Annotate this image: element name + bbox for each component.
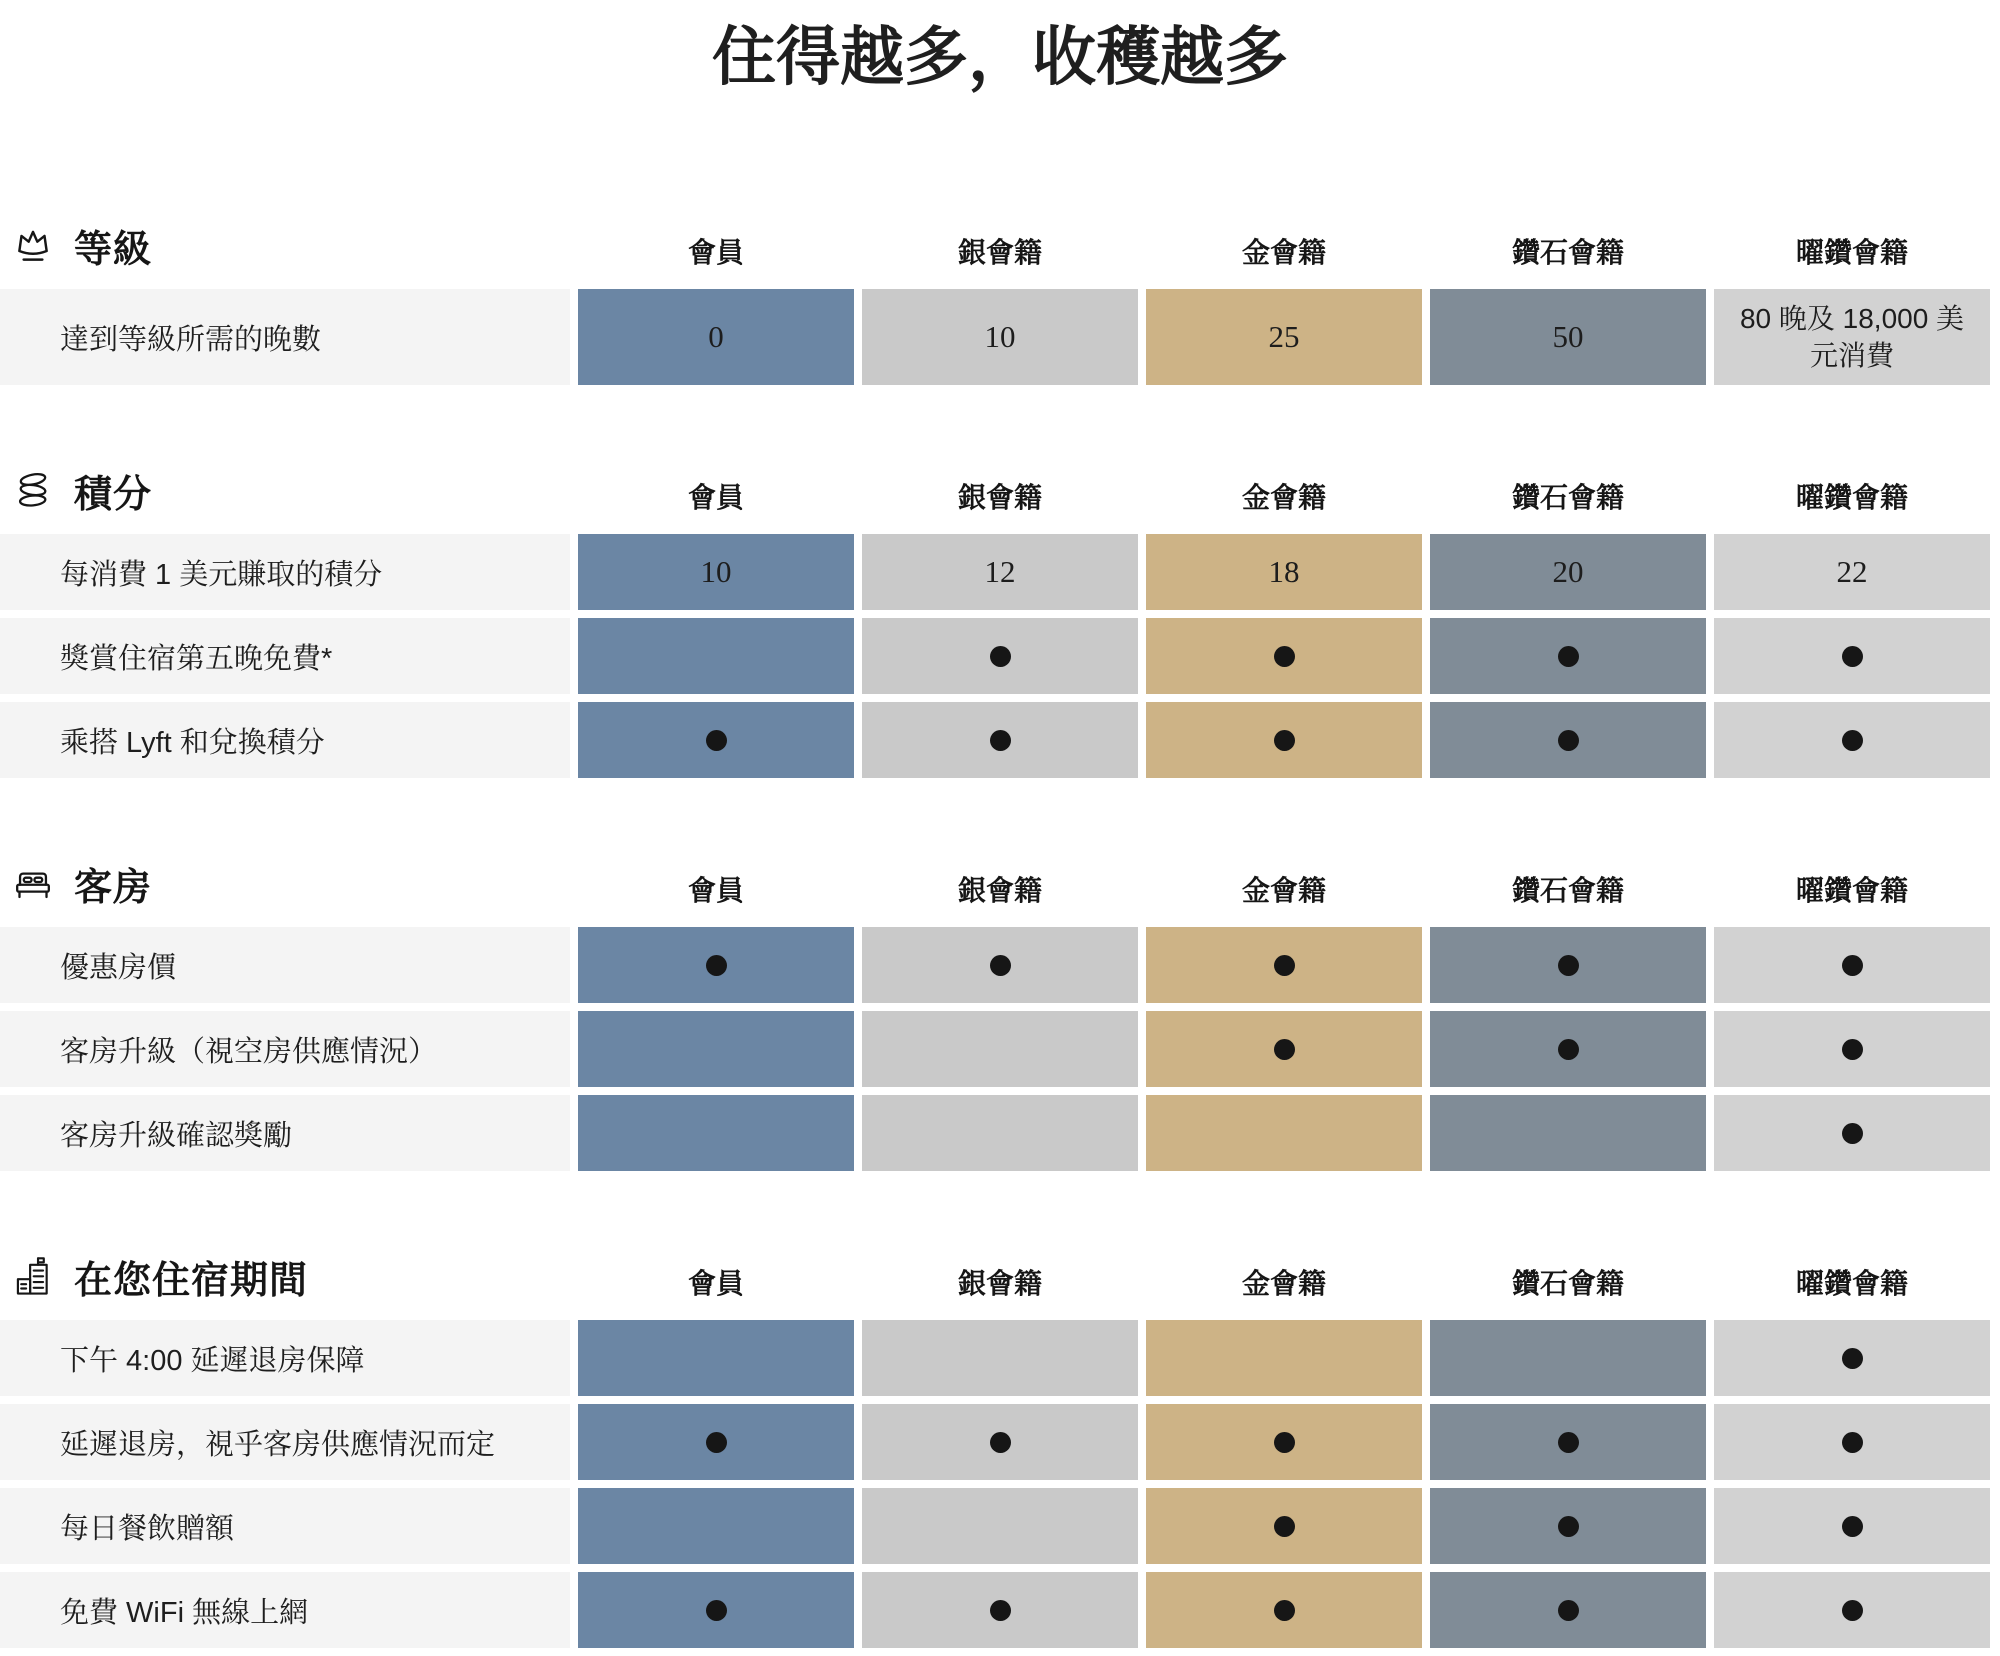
benefit-dot-icon	[1558, 1516, 1579, 1537]
table-row	[0, 1011, 2000, 1087]
value-cell	[1146, 289, 1422, 385]
benefit-dot-icon	[990, 955, 1011, 976]
section-rooms	[0, 856, 2000, 1171]
row-label: 每消費 1 美元賺取的積分	[0, 534, 570, 610]
row-label: 獎賞住宿第五晚免費*	[0, 618, 570, 694]
value-cell	[578, 1572, 854, 1648]
row-label: 優惠房價	[0, 927, 570, 1003]
tier-header-silver: 銀會籍	[957, 1268, 1042, 1300]
benefit-dot-icon	[990, 1432, 1011, 1453]
value-cell	[1430, 1404, 1706, 1480]
row-label: 延遲退房，視乎客房供應情況而定	[0, 1404, 570, 1480]
value-cell	[1714, 1572, 1990, 1648]
benefit-dot-icon	[706, 1432, 727, 1453]
value-cell	[1430, 1572, 1706, 1648]
tier-header-gold: 金會籍	[1241, 237, 1326, 269]
value-cell	[1146, 1095, 1422, 1171]
cell-value: 18	[1268, 554, 1300, 590]
value-cell	[1714, 1320, 1990, 1396]
tier-header-diamond: 鑽石會籍	[1511, 482, 1624, 514]
benefit-dot-icon	[1842, 1600, 1863, 1621]
tier-header-gold: 金會籍	[1241, 1268, 1326, 1300]
section-title: 等級	[74, 229, 153, 272]
benefit-dot-icon	[1274, 646, 1295, 667]
tier-header-member: 會員	[687, 875, 744, 907]
value-cell	[1714, 534, 1990, 610]
table-row	[0, 618, 2000, 694]
page-title: 住得越多，收穫越多	[712, 22, 1288, 93]
value-cell	[862, 702, 1138, 778]
benefit-dot-icon	[1274, 955, 1295, 976]
table-row	[0, 927, 2000, 1003]
table-row	[0, 1572, 2000, 1648]
benefit-dot-icon	[1842, 730, 1863, 751]
tier-header-member: 會員	[687, 1268, 744, 1300]
hotel-icon	[10, 1254, 56, 1300]
tier-header-globalist: 曜鑽會籍	[1795, 237, 1908, 269]
cell-value: 25	[1268, 319, 1300, 355]
cell-value: 22	[1836, 554, 1868, 590]
row-label: 下午 4:00 延遲退房保障	[0, 1320, 570, 1396]
value-cell	[1714, 1488, 1990, 1564]
value-cell	[1430, 1320, 1706, 1396]
table-row	[0, 534, 2000, 610]
value-cell	[1714, 702, 1990, 778]
tier-header-gold: 金會籍	[1241, 482, 1326, 514]
benefit-dot-icon	[1842, 1432, 1863, 1453]
row-label: 每日餐飲贈額	[0, 1488, 570, 1564]
section-title: 在您住宿期間	[74, 1260, 309, 1303]
benefit-dot-icon	[1274, 1039, 1295, 1060]
tier-header-globalist: 曜鑽會籍	[1795, 1268, 1908, 1300]
value-cell	[1430, 534, 1706, 610]
cell-value: 10	[700, 554, 732, 590]
benefit-dot-icon	[1558, 646, 1579, 667]
coins-icon	[10, 468, 56, 514]
value-cell	[1146, 927, 1422, 1003]
value-cell	[862, 1404, 1138, 1480]
tier-header-silver: 銀會籍	[957, 482, 1042, 514]
section-points-header	[0, 463, 570, 518]
value-cell	[578, 289, 854, 385]
section-tier-header	[0, 218, 570, 273]
benefit-dot-icon	[1842, 955, 1863, 976]
benefit-dot-icon	[1558, 1432, 1579, 1453]
benefit-dot-icon	[990, 646, 1011, 667]
table-row	[0, 1404, 2000, 1480]
value-cell	[578, 1320, 854, 1396]
value-cell	[1714, 1011, 1990, 1087]
section-tier	[0, 218, 2000, 385]
table-row	[0, 702, 2000, 778]
tier-header-diamond: 鑽石會籍	[1511, 1268, 1624, 1300]
benefit-dot-icon	[1842, 1039, 1863, 1060]
cell-value: 20	[1552, 554, 1584, 590]
value-cell	[1146, 534, 1422, 610]
section-points	[0, 463, 2000, 778]
tier-header-member: 會員	[687, 482, 744, 514]
tier-header-gold: 金會籍	[1241, 875, 1326, 907]
benefit-dot-icon	[706, 730, 727, 751]
crown-icon	[10, 223, 56, 269]
table-row	[0, 289, 2000, 385]
section-rooms-header	[0, 856, 570, 911]
benefit-dot-icon	[1558, 955, 1579, 976]
benefit-dot-icon	[1274, 1600, 1295, 1621]
table-row	[0, 1095, 2000, 1171]
benefit-dot-icon	[1558, 730, 1579, 751]
benefit-dot-icon	[990, 730, 1011, 751]
benefit-dot-icon	[706, 955, 727, 976]
value-cell	[1714, 1404, 1990, 1480]
value-cell	[1146, 1572, 1422, 1648]
cell-value: 50	[1552, 319, 1584, 355]
benefit-dot-icon	[1558, 1039, 1579, 1060]
value-cell	[578, 618, 854, 694]
benefit-dot-icon	[1274, 1432, 1295, 1453]
section-title: 積分	[74, 474, 153, 517]
benefit-dot-icon	[706, 1600, 727, 1621]
tier-header-silver: 銀會籍	[957, 875, 1042, 907]
benefit-dot-icon	[1842, 1516, 1863, 1537]
cell-value: 0	[708, 319, 724, 355]
table-row	[0, 1320, 2000, 1396]
value-cell	[1430, 1488, 1706, 1564]
benefit-dot-icon	[1274, 1516, 1295, 1537]
value-cell	[1714, 289, 1990, 385]
value-cell	[1146, 1488, 1422, 1564]
tier-header-diamond: 鑽石會籍	[1511, 237, 1624, 269]
value-cell	[862, 927, 1138, 1003]
row-label: 達到等級所需的晚數	[0, 289, 570, 385]
benefit-dot-icon	[1558, 1600, 1579, 1621]
tier-header-member: 會員	[687, 237, 744, 269]
value-cell	[1430, 702, 1706, 778]
cell-value: 12	[984, 554, 1016, 590]
row-label: 免費 WiFi 無線上網	[0, 1572, 570, 1648]
value-cell	[578, 1488, 854, 1564]
value-cell	[862, 289, 1138, 385]
row-label: 乘搭 Lyft 和兌換積分	[0, 702, 570, 778]
value-cell	[578, 702, 854, 778]
value-cell	[1430, 1095, 1706, 1171]
value-cell	[1430, 927, 1706, 1003]
value-cell	[1430, 289, 1706, 385]
section-during-stay-header	[0, 1249, 570, 1304]
value-cell	[1714, 927, 1990, 1003]
cell-value: 10	[984, 319, 1016, 355]
value-cell	[1714, 618, 1990, 694]
row-label: 客房升級（視空房供應情況）	[0, 1011, 570, 1087]
value-cell	[862, 534, 1138, 610]
bed-icon	[10, 861, 56, 907]
benefit-dot-icon	[1274, 730, 1295, 751]
value-cell	[862, 618, 1138, 694]
value-cell	[862, 1011, 1138, 1087]
cell-value: 80 晚及 18,000 美元消費	[1739, 302, 1965, 372]
tier-header-globalist: 曜鑽會籍	[1795, 482, 1908, 514]
value-cell	[1430, 1011, 1706, 1087]
tier-header-diamond: 鑽石會籍	[1511, 875, 1624, 907]
value-cell	[862, 1488, 1138, 1564]
value-cell	[578, 1095, 854, 1171]
value-cell	[1146, 1404, 1422, 1480]
value-cell	[1146, 1011, 1422, 1087]
value-cell	[1146, 1320, 1422, 1396]
section-title: 客房	[74, 867, 153, 910]
value-cell	[578, 1011, 854, 1087]
benefit-dot-icon	[990, 1600, 1011, 1621]
benefit-dot-icon	[1842, 646, 1863, 667]
value-cell	[1714, 1095, 1990, 1171]
value-cell	[578, 927, 854, 1003]
value-cell	[1146, 702, 1422, 778]
value-cell	[1430, 618, 1706, 694]
benefit-dot-icon	[1842, 1348, 1863, 1369]
value-cell	[1146, 618, 1422, 694]
tier-header-globalist: 曜鑽會籍	[1795, 875, 1908, 907]
section-during-stay	[0, 1249, 2000, 1648]
value-cell	[862, 1320, 1138, 1396]
benefit-dot-icon	[1842, 1123, 1863, 1144]
tier-header-silver: 銀會籍	[957, 237, 1042, 269]
value-cell	[578, 534, 854, 610]
value-cell	[578, 1404, 854, 1480]
row-label: 客房升級確認獎勵	[0, 1095, 570, 1171]
value-cell	[862, 1572, 1138, 1648]
value-cell	[862, 1095, 1138, 1171]
table-row	[0, 1488, 2000, 1564]
